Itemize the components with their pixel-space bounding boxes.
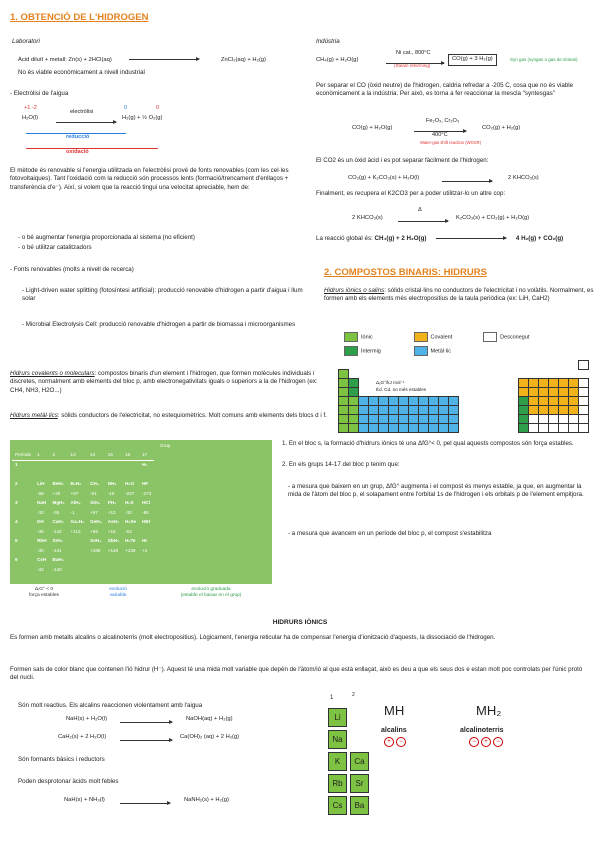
table-cell: 2 (15, 481, 18, 487)
hydride-table-panel (10, 440, 272, 584)
legend-metallic: Metàl·lic (430, 348, 452, 355)
table-cell: SnH₄ (90, 538, 102, 544)
industry-eq3-arrow (442, 178, 492, 186)
table-foot-3 (156, 587, 266, 600)
ionics-definition (324, 287, 594, 304)
industry-eq1-sub: (Steam reforming) (394, 63, 431, 68)
table-cell (122, 556, 139, 566)
industry-eq2-sub: Water-gas shift reaction (WGSR) (420, 140, 482, 145)
renewables-heading: - Fonts renovables (molts a nivell de recerca) (10, 266, 134, 273)
acids-note: Poden desprotonar àcids molt febles (18, 778, 119, 785)
global-label: La reacció global és: (316, 235, 373, 242)
electrolysis-heading: - Electròlisi de l'aigua (10, 90, 69, 97)
table-cell: NH₃ (107, 481, 117, 487)
electrolysis-arrow-label: electròlisi (70, 109, 94, 115)
table-cell (68, 565, 88, 575)
eq-acid-reactant: NaH(s) + NH₃(l) (64, 797, 105, 803)
industry-eq4-cond: Δ (418, 207, 422, 213)
lab-note: No és viable econòmicament a nivell industrial (18, 69, 145, 76)
table-header-cell: Període (12, 450, 34, 460)
reduction-label: reducció (66, 134, 90, 140)
table-header-cell: 16 (122, 450, 139, 460)
table-row (12, 527, 154, 537)
ionics-paragraph-1: Es formen amb metalls alcalins o alcalinoterris (molt electropositius). Lògicament, l'energia reticular ha de compensar l'energia d'ionització d'aquests, la dissociació de l'hidrogen. (10, 634, 496, 641)
table-foot-1 (14, 587, 74, 600)
table-cell: MgH₂ (52, 500, 65, 506)
table-cell (139, 556, 154, 566)
ionics-paragraph-2: Formen sals de color blanc que contenen l'ió hidrur (H⁻). Aquest té una mida molt variable que depèn de l'àtom/ió al que està enllaçat, això es deu a que els seus dos e estan molt poc controlats per l'únic protó del nucli. (10, 666, 583, 682)
table-cell: HCl (142, 500, 150, 506)
eq-water-2-product: Ca(OH)₂ (aq) + 2 H₂(g) (180, 734, 240, 740)
table-cell: -142 (52, 528, 62, 534)
table-cell: SrH₂ (52, 538, 63, 544)
table-cell (68, 556, 88, 566)
table-cell: -32 (37, 566, 44, 572)
table-cell (34, 470, 49, 480)
legend-covalent: Covalent (430, 334, 453, 341)
trend-point-2: 2. En els grups 14-17 del bloc p tenim que: (282, 461, 400, 468)
industry-eq3-product: 2 KHCO₃(s) (508, 175, 539, 181)
table-cell: -30 (37, 547, 44, 553)
eq-water-1-product: NaOH(aq) + H₂(g) (186, 716, 233, 722)
reaction-arrow (129, 59, 199, 60)
section-title-binaris: 2. COMPOSTOS BINARIS: HIDRURS (324, 267, 487, 278)
electrolysis-bullet-2: - o bé utilitzar catalitzadors (18, 244, 92, 251)
foot2-a: evolució (109, 587, 127, 592)
table-row (12, 470, 154, 480)
table-row (12, 460, 154, 470)
ox-state-h2: 0 (124, 105, 128, 111)
industry-eq3-reactant: CO₂(g) + K₂CO₃(s) + H₂O(l) (348, 175, 420, 181)
foot3-a: evolució graduada (191, 587, 231, 592)
pt-note-dg: ΔₓG°/kJ mol⁻¹ (376, 380, 405, 385)
table-cell: H₂Te (125, 538, 136, 544)
foot1-b: força estables (29, 593, 59, 599)
ionics-text: : sòlids cristal·lins no conductors de l'electricitat i no volàtils. Normalment, es formen amb els elements més electropositius de la taula periòdica (ex: LiH, CaH2) (324, 287, 594, 303)
table-cell: -33 (37, 509, 44, 515)
hydride-table (12, 450, 154, 575)
table-cell: -237 (125, 490, 135, 496)
table-cell: +15 (107, 528, 116, 534)
table-cell (105, 460, 122, 470)
table-cell: -68 (37, 490, 44, 496)
global-reaction (316, 235, 596, 243)
trend-bullet-1: - a mesura que baixem en un grup, ΔfG° augmenta i el compost és menys estable, ja que, en augmentar la mida de l'àtom del bloc p, el solapament entre l'orbital 1s de l'hidrogen i els orbitals p de l'element empitjora. (288, 483, 584, 499)
lab-eq-products: ZnCl₂(aq) + H₂(g) (221, 57, 266, 63)
industry-eq2-reactant: CO(g) + H₂O(g) (352, 125, 393, 131)
industry-eq1-cond: Ni cat., 800°C (396, 50, 431, 56)
metallics-definition (10, 412, 336, 420)
trend-bullet-2: - a mesura que avancem en un període del bloc p, el compost s'estabilitza (288, 530, 492, 537)
table-cell: B₂H₆ (70, 481, 82, 487)
table-cell: H₂Se (125, 519, 137, 525)
table-cell: LiH (37, 481, 45, 487)
table-cell (12, 565, 34, 575)
global-reactant: CH₄(g) + 2 H₂O(g) (374, 235, 427, 242)
table-cell: BaH₂ (52, 557, 64, 563)
table-cell: SiH₄ (90, 500, 100, 506)
table-cell: CsH (37, 557, 47, 563)
table-foot-2 (98, 587, 138, 600)
table-cell: +138 (125, 547, 136, 553)
table-cell: +69 (90, 528, 98, 534)
element-sr: Sr (350, 774, 369, 793)
table-group-label: Grup (160, 443, 171, 448)
group-2-label: 2 (352, 692, 355, 698)
table-cell (68, 537, 88, 547)
group-1-label: 1 (330, 695, 334, 701)
table-cell: AlH₃ (70, 500, 81, 506)
table-cell: Ga₂H₆ (70, 519, 85, 525)
formula-mh2: MH₂ (476, 703, 502, 718)
table-cell: -1 (70, 509, 75, 515)
table-cell (105, 565, 122, 575)
ox-state-o2: 0 (156, 105, 160, 111)
table-cell (68, 460, 88, 470)
ion-pair-mh-icon: + − (383, 737, 407, 747)
electrolysis-arrow (56, 119, 116, 127)
table-cell (12, 527, 34, 537)
table-cell: -33 (125, 509, 132, 515)
table-cell (87, 470, 105, 480)
table-cell: -51 (90, 490, 97, 496)
table-cell: BeH₂ (52, 481, 64, 487)
table-cell: HI (142, 538, 147, 544)
label-alcalinoterris: alcalinoterris (460, 727, 504, 734)
table-cell (122, 565, 139, 575)
table-cell: KH (37, 519, 44, 525)
table-cell: 5 (15, 538, 18, 544)
pt-element-cell (578, 360, 589, 370)
legend-swatch-intermediate (344, 346, 358, 356)
water-heading: Són molt reactius. Els alcalins reaccionen violentament amb l'aigua (18, 702, 203, 709)
table-cell (50, 460, 68, 470)
table-cell (50, 470, 68, 480)
table-cell: 4 (15, 519, 18, 525)
global-product: 4 H₂(g) + CO₂(g) (515, 235, 564, 242)
table-cell: 6 (15, 557, 18, 563)
table-cell: +188 (90, 547, 101, 553)
ionics-label: Hidrurs iònics o salins (324, 287, 385, 294)
table-cell: AsH₃ (107, 519, 120, 525)
electrolysis-paragraph: El mètode és renovable si l'energia utilitzada en l'electròlisi prové de fonts renovables (com les cel·les fotovoltaiques). Tant l'oxidació com la reducció són processos lents (formació/trencament d'enllaços + transferència d'e⁻). Així, si volem que la reacció tingui una velocitat apreciable, hem de: (10, 167, 289, 191)
label-alcalins: alcalins (381, 727, 407, 734)
table-header-cell: 15 (105, 450, 122, 460)
table-cell: +13 (107, 509, 116, 515)
table-row (12, 546, 154, 556)
oxidation-label: oxidació (66, 149, 89, 155)
industry-eq4-reactant: 2 KHCO₃(s) (352, 215, 383, 221)
table-cell: -95 (142, 509, 149, 515)
table-cell: NaH (37, 500, 47, 506)
table-cell (139, 527, 154, 537)
industry-eq1-reactant: CH₄(g) + H₂O(g) (316, 57, 359, 63)
industry-eq1-product: CO(g) + 3 H₂(g) (448, 54, 497, 66)
ox-state-reactant: +1 -2 (24, 105, 37, 111)
table-cell (12, 489, 34, 499)
table-header-cell: 14 (87, 450, 105, 460)
table-cell: CaH₂ (52, 519, 64, 525)
table-cell: -140 (52, 566, 62, 572)
section-title-obtencio: 1. OBTENCIÓ DE L'HIDROGEN (10, 12, 149, 23)
table-cell: +87 (70, 490, 79, 496)
table-cell (68, 546, 88, 556)
oxidation-line (26, 148, 158, 149)
table-cell (122, 460, 139, 470)
table-cell: -16 (107, 490, 115, 496)
table-cell: HBr (142, 519, 151, 525)
eq-acid-arrow (120, 800, 170, 808)
lab-eq-reactants: Àcid diluït + metall: Zn(s) + 2HCl(aq) (18, 57, 112, 63)
eq-water-1-reactant: NaH(s) + H₂O(l) (66, 716, 108, 722)
table-cell: +57 (90, 509, 98, 515)
industry-eq2-temp: 400°C (432, 132, 448, 138)
table-row (12, 508, 154, 518)
eq-water-2-reactant: CaH₂(s) + 2 H₂O(l) (58, 734, 107, 740)
table-header-cell: 17 (139, 450, 154, 460)
eq-acid-product: NaNH₂(s) + H₂(g) (184, 797, 229, 803)
table-cell (12, 546, 34, 556)
table-cell (12, 508, 34, 518)
table-cell: CH₄ (90, 481, 99, 487)
table-cell (12, 470, 34, 480)
table-cell: H₂S (125, 500, 134, 506)
legend-swatch-ionic (344, 332, 358, 342)
ionics-section-title: HIDRURS IÒNICS (272, 619, 328, 626)
legend-swatch-covalent (414, 332, 428, 342)
table-cell: +113 (70, 528, 81, 534)
table-cell (68, 470, 88, 480)
table-cell (34, 460, 49, 470)
table-cell: -36 (37, 528, 44, 534)
global-arrow (436, 238, 506, 239)
eq-water-2-arrow (120, 737, 172, 745)
metallics-text: : sòlids conductors de l'electricitat, no estequiomètrics. Molt comuns amb elements dels blocs d i f. (57, 412, 327, 419)
table-cell: -141 (52, 547, 62, 553)
foot3-b: (estable el baixar en el grup) (180, 593, 242, 599)
table-cell (105, 470, 122, 480)
element-k: K (328, 752, 347, 771)
eq-water-1-arrow (120, 719, 172, 727)
electrolysis-reactant: H₂O(l) (22, 115, 39, 121)
element-cs: Cs (328, 796, 347, 815)
table-cell (122, 470, 139, 480)
trend-point-1: 1. En el bloc s, la formació d'hidrurs iònics té una ΔfG°< 0, pel qual aquests compostos són força estables. (282, 440, 574, 447)
table-cell: PH₃ (107, 500, 117, 506)
table-row (12, 518, 154, 528)
table-row (12, 489, 154, 499)
lab-equation (18, 57, 308, 65)
industry-eq2-cat: Fe₂O₃, Cr₂O₃ (426, 118, 460, 124)
hydride-legend (344, 332, 594, 358)
industry-eq4-arrow (398, 218, 448, 226)
renewables-item-1: - Light-driven water splitting (fotosíntesi artificial): producció renovable d'hidrogen a partir d'aigua i llum solar (22, 287, 303, 303)
legend-intermediate: Intermig (361, 348, 381, 355)
table-cell: -36 (52, 509, 60, 515)
table-row (12, 480, 154, 490)
pt-element-cell (448, 423, 459, 433)
syngas-note: Syn gas (syngas o gas de síntesi) (510, 57, 578, 62)
table-cell (87, 565, 105, 575)
covalents-definition (10, 370, 326, 395)
ion-triple-mh2-icon: − + − (468, 737, 504, 747)
pt-note-stable: Èd. Cd. no més estables (376, 387, 427, 392)
table-cell: RbH (37, 538, 47, 544)
foot1-a: ΔᵣG° < 0 (34, 587, 54, 592)
table-cell: 1 (15, 462, 18, 468)
periodic-table-hydrides (338, 360, 590, 440)
table-header-cell: 2 (50, 450, 68, 460)
foot2-b: variable (109, 593, 127, 599)
table-cell: -273 (142, 490, 152, 496)
table-cell: -53 (125, 528, 132, 534)
element-ba: Ba (350, 796, 369, 815)
table-cell: +2 (142, 547, 148, 553)
element-rb: Rb (328, 774, 347, 793)
covalents-label: Hidrurs covalents o moleculars (10, 370, 95, 377)
table-cell: GeH₄ (90, 519, 102, 525)
element-ca: Ca (350, 752, 369, 771)
formula-mh: MH (384, 703, 405, 718)
table-row (12, 556, 154, 566)
table-cell: H₂ (142, 462, 148, 468)
table-cell: H₂O (125, 481, 135, 487)
pt-element-cell (578, 423, 589, 433)
table-cell (87, 460, 105, 470)
element-na: Na (328, 730, 347, 749)
legend-swatch-unknown (483, 332, 497, 342)
lab-heading: Laboratori (12, 38, 40, 45)
industry-eq4-product: K₂CO₃(s) + CO₂(g) + H₂O(g) (456, 215, 530, 221)
table-cell: 3 (15, 500, 18, 506)
industry-heading: Indústria (316, 38, 340, 45)
legend-ionic: Iònic (361, 334, 373, 341)
bases-note: Són formants bàsics i reductors (18, 756, 105, 763)
recover-note: Finalment, es recupera el K2CO3 per a poder utilitzar-lo un altre cop: (316, 190, 506, 197)
table-cell (139, 565, 154, 575)
covalents-text: : compostos binaris d'un element i l'hidrogen, que formen molècules individuals i discretes, normalment amb elements del bloc p, amb electronegativitats iguals o superiors a la de l'hidrogen (ex: CH4, NH3, H2O...) (10, 370, 318, 394)
table-cell: +148 (107, 547, 119, 553)
table-header-cell: 1 (34, 450, 49, 460)
legend-swatch-metallic (414, 346, 428, 356)
industry-eq2-product: CO₂(g) + H₂(g) (482, 125, 521, 131)
industry-paragraph: Per separar el CO (òxid neutre) de l'hidrogen, caldria refredar a -205 C, cosa que no és viable econòmicament a la indústria. Per això, es torna a fer reaccionar la mescla "syntesgas" (316, 82, 574, 98)
table-row (12, 537, 154, 547)
table-cell (105, 556, 122, 566)
table-cell: +20 (52, 490, 61, 496)
table-cell (139, 470, 154, 480)
legend-unknown: Desconegut (500, 334, 530, 341)
table-cell (87, 556, 105, 566)
metallics-label: Hidrurs metàl·lics (10, 412, 58, 419)
element-li: Li (328, 708, 347, 727)
table-row (12, 499, 154, 509)
table-row (12, 565, 154, 575)
electrolysis-bullet-1: - o bé augmentar l'energia proporcionada al sistema (no eficient) (18, 234, 195, 241)
co2-note: El CO2 és un òxid àcid i es pot separar fàcilment de l'hidrogen: (316, 157, 489, 164)
renewables-item-2: - Microbial Electrolysis Cell: producció renovable d'hidrogen a partir de biomassa i microorganismes (22, 321, 296, 328)
electrolysis-product: H₂(g) + ½ O₂(g) (122, 115, 163, 121)
table-header-cell: 13 (68, 450, 88, 460)
table-cell: SbH₃ (107, 538, 120, 544)
table-cell: HF (142, 481, 149, 487)
